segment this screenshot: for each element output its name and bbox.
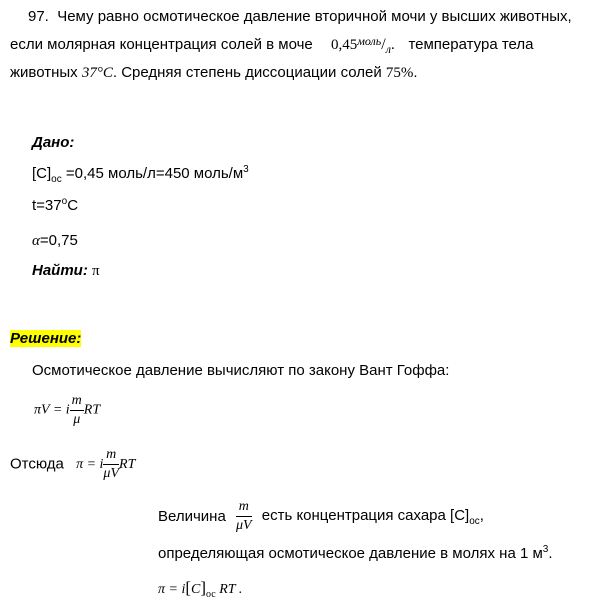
f3-numerator: m — [236, 500, 252, 517]
f2-lhs: π = i — [76, 456, 104, 472]
f1-rhs: RT — [83, 402, 101, 418]
alpha-symbol: α — [32, 233, 40, 249]
find-line — [32, 262, 100, 280]
conc-number: 0,45 — [330, 37, 358, 53]
given-alpha — [32, 232, 78, 250]
problem-text-3a: животных — [10, 64, 78, 81]
t-unit: C — [67, 197, 79, 214]
line-b-text: определяющая осмотическое давление в молях на 1 м — [158, 545, 543, 562]
temperature-value: 37°C — [81, 65, 113, 81]
alpha-percent: 75% — [385, 65, 414, 81]
problem-text-2a: если молярная концентрация солей в моче — [10, 36, 313, 53]
solution-intro: Осмотическое давление вычисляют по закону Вант Гоффа: — [32, 362, 450, 379]
problem-line-2 — [10, 34, 533, 57]
given-heading: Дано: — [32, 134, 75, 151]
problem-end: . — [413, 64, 418, 81]
alpha-value: =0,75 — [39, 232, 78, 249]
c-symbol: [C] — [32, 165, 52, 182]
solution-heading — [10, 330, 81, 347]
problem-line-1 — [28, 8, 572, 25]
value-subscript: ос — [469, 515, 480, 527]
problem-text-1: Чему равно осмотическое давление вторичной мочи у высших животных, — [57, 8, 572, 25]
value-end: , — [479, 506, 484, 524]
f1-lhs: πV = i — [34, 402, 70, 418]
value-text: есть концентрация сахара [C] — [261, 506, 470, 524]
hence-label: Отсюда — [10, 455, 64, 473]
c-subscript: ос — [51, 174, 62, 185]
f3-denominator: μV — [235, 518, 252, 533]
conc-unit-num: моль — [357, 34, 382, 48]
problem-text-2b: температура тела — [408, 36, 534, 53]
line-b-end: . — [548, 545, 553, 562]
solution-heading-text: Решение: — [10, 330, 82, 347]
f4-lhs: π = i — [158, 582, 186, 597]
f1-fraction — [70, 394, 84, 427]
explanation-line-b — [158, 544, 553, 562]
given-temperature — [32, 196, 78, 214]
c-value: =0,45 моль/л=450 моль/м — [65, 165, 244, 182]
given-concentration — [32, 164, 249, 185]
f2-denominator: μV — [103, 466, 120, 481]
f4-rhs: RT . — [219, 582, 243, 597]
formula-vant-hoff — [34, 394, 100, 427]
value-explanation — [158, 500, 484, 533]
f2-rhs: RT — [119, 456, 136, 472]
concentration-value: $0,45^{моль}/_л$. — [330, 34, 399, 56]
value-label: Величина — [158, 508, 226, 525]
problem-text-3b: . Средняя степень диссоциации солей — [112, 64, 382, 81]
f1-denominator: μ — [73, 412, 81, 427]
c-exponent: 3 — [243, 164, 249, 175]
problem-number: 97. — [28, 8, 49, 25]
formula-hence — [10, 448, 135, 481]
find-value: π — [92, 263, 100, 279]
line-b-exponent: 3 — [542, 544, 549, 555]
formula-final: $\pi = i[C]_{ос}$ RT . — [158, 578, 243, 600]
find-label: Найти: — [32, 262, 88, 279]
t-degree: o — [61, 196, 68, 207]
f4-subscript: ос — [206, 588, 216, 600]
f2-numerator: m — [103, 448, 119, 465]
f3-fraction — [236, 500, 252, 533]
f2-fraction — [103, 448, 119, 481]
conc-unit-den: л — [385, 42, 391, 56]
t-value: t=37 — [32, 197, 62, 214]
problem-line-3 — [10, 64, 418, 82]
f1-numerator: m — [70, 394, 84, 411]
